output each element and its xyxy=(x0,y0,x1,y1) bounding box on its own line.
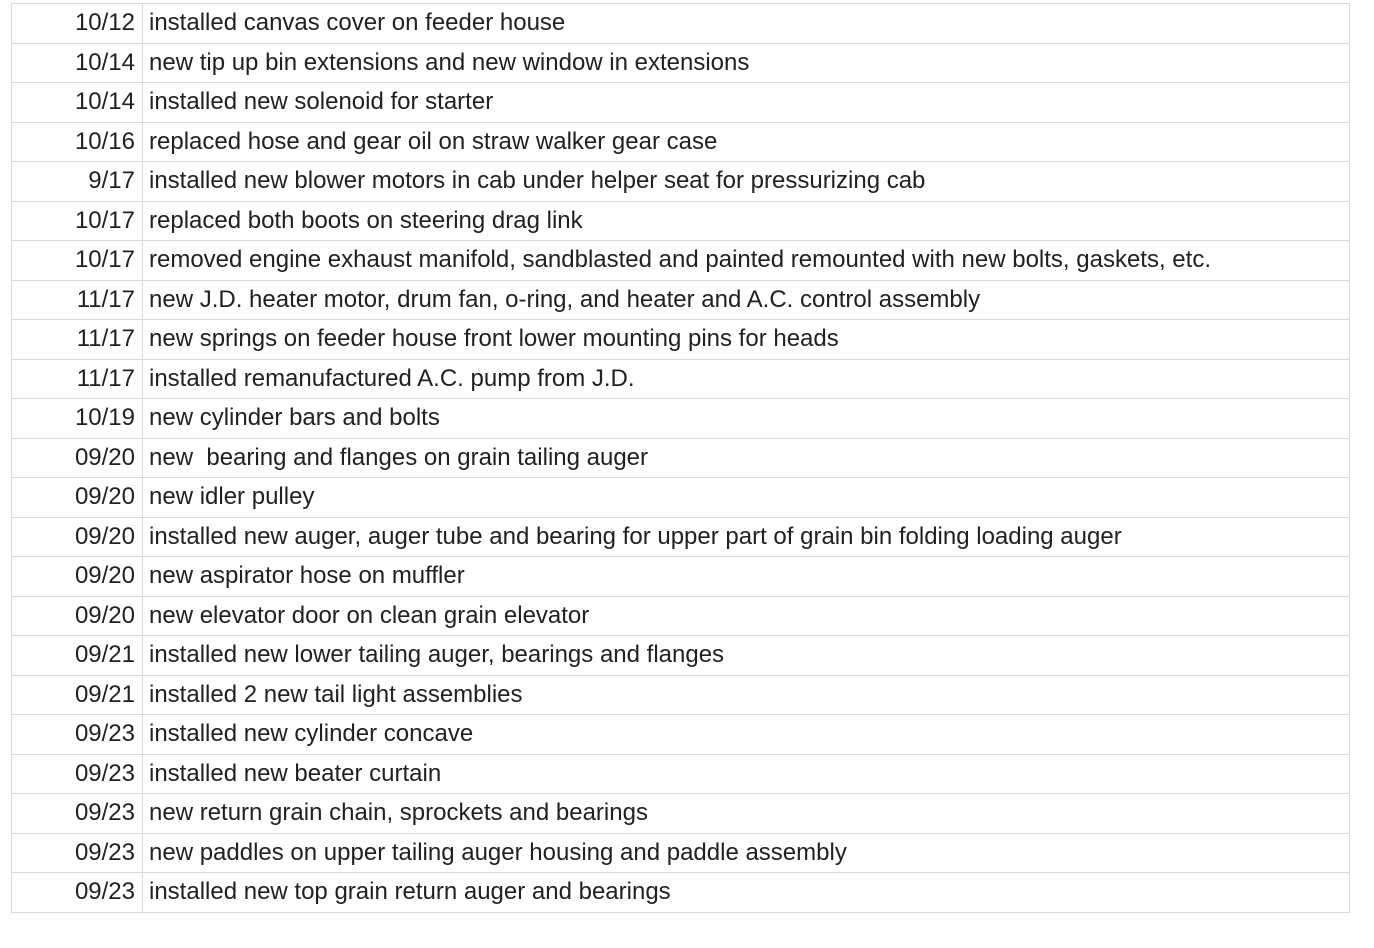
maintenance-log-body xyxy=(12,4,1350,913)
table-row xyxy=(12,596,1350,636)
date-cell[interactable]: 09/23 xyxy=(12,754,143,794)
description-cell[interactable]: installed new cylinder concave xyxy=(143,715,1350,755)
description-cell[interactable]: installed 2 new tail light assemblies xyxy=(143,675,1350,715)
table-row xyxy=(12,557,1350,597)
table-row xyxy=(12,754,1350,794)
date-cell[interactable]: 09/20 xyxy=(12,438,143,478)
description-cell[interactable]: replaced both boots on steering drag link xyxy=(143,201,1350,241)
table-row xyxy=(12,320,1350,360)
description-cell[interactable]: replaced hose and gear oil on straw walker gear case xyxy=(143,122,1350,162)
description-cell[interactable]: new springs on feeder house front lower mounting pins for heads xyxy=(143,320,1350,360)
description-cell[interactable]: removed engine exhaust manifold, sandblasted and painted remounted with new bolts, gaskets, etc. xyxy=(143,241,1350,281)
date-cell[interactable]: 09/23 xyxy=(12,873,143,913)
description-cell[interactable]: new J.D. heater motor, drum fan, o-ring, and heater and A.C. control assembly xyxy=(143,280,1350,320)
table-row xyxy=(12,280,1350,320)
table-row xyxy=(12,478,1350,518)
date-cell[interactable]: 11/17 xyxy=(12,320,143,360)
description-cell[interactable]: new paddles on upper tailing auger housing and paddle assembly xyxy=(143,833,1350,873)
description-cell[interactable]: new elevator door on clean grain elevator xyxy=(143,596,1350,636)
date-cell[interactable]: 09/23 xyxy=(12,715,143,755)
description-cell[interactable]: installed new blower motors in cab under helper seat for pressurizing cab xyxy=(143,162,1350,202)
date-cell[interactable]: 11/17 xyxy=(12,280,143,320)
date-cell[interactable]: 09/23 xyxy=(12,794,143,834)
table-row xyxy=(12,122,1350,162)
description-cell[interactable]: installed new top grain return auger and bearings xyxy=(143,873,1350,913)
table-row xyxy=(12,241,1350,281)
maintenance-log-table xyxy=(11,3,1350,913)
date-cell[interactable]: 09/20 xyxy=(12,596,143,636)
description-cell[interactable]: new aspirator hose on muffler xyxy=(143,557,1350,597)
table-row xyxy=(12,83,1350,123)
table-row xyxy=(12,833,1350,873)
description-cell[interactable]: new cylinder bars and bolts xyxy=(143,399,1350,439)
table-row xyxy=(12,517,1350,557)
table-row xyxy=(12,715,1350,755)
description-cell[interactable]: installed new beater curtain xyxy=(143,754,1350,794)
table-row xyxy=(12,636,1350,676)
date-cell[interactable]: 09/20 xyxy=(12,517,143,557)
table-row xyxy=(12,201,1350,241)
table-row xyxy=(12,675,1350,715)
date-cell[interactable]: 10/16 xyxy=(12,122,143,162)
date-cell[interactable]: 09/23 xyxy=(12,833,143,873)
description-cell[interactable]: new tip up bin extensions and new window in extensions xyxy=(143,43,1350,83)
date-cell[interactable]: 10/14 xyxy=(12,83,143,123)
description-cell[interactable]: new bearing and flanges on grain tailing auger xyxy=(143,438,1350,478)
table-row xyxy=(12,399,1350,439)
date-cell[interactable]: 10/12 xyxy=(12,4,143,44)
description-cell[interactable]: new idler pulley xyxy=(143,478,1350,518)
date-cell[interactable]: 11/17 xyxy=(12,359,143,399)
table-row xyxy=(12,4,1350,44)
date-cell[interactable]: 09/20 xyxy=(12,557,143,597)
table-row xyxy=(12,43,1350,83)
date-cell[interactable]: 09/21 xyxy=(12,636,143,676)
table-row xyxy=(12,359,1350,399)
description-cell[interactable]: installed remanufactured A.C. pump from J.D. xyxy=(143,359,1350,399)
date-cell[interactable]: 10/14 xyxy=(12,43,143,83)
description-cell[interactable]: installed canvas cover on feeder house xyxy=(143,4,1350,44)
date-cell[interactable]: 10/17 xyxy=(12,241,143,281)
table-row xyxy=(12,438,1350,478)
table-row xyxy=(12,873,1350,913)
description-cell[interactable]: installed new auger, auger tube and bearing for upper part of grain bin folding loading auger xyxy=(143,517,1350,557)
date-cell[interactable]: 10/19 xyxy=(12,399,143,439)
date-cell[interactable]: 9/17 xyxy=(12,162,143,202)
description-cell[interactable]: installed new lower tailing auger, bearings and flanges xyxy=(143,636,1350,676)
description-cell[interactable]: installed new solenoid for starter xyxy=(143,83,1350,123)
date-cell[interactable]: 09/21 xyxy=(12,675,143,715)
table-row xyxy=(12,794,1350,834)
description-cell[interactable]: new return grain chain, sprockets and bearings xyxy=(143,794,1350,834)
table-row xyxy=(12,162,1350,202)
date-cell[interactable]: 10/17 xyxy=(12,201,143,241)
date-cell[interactable]: 09/20 xyxy=(12,478,143,518)
